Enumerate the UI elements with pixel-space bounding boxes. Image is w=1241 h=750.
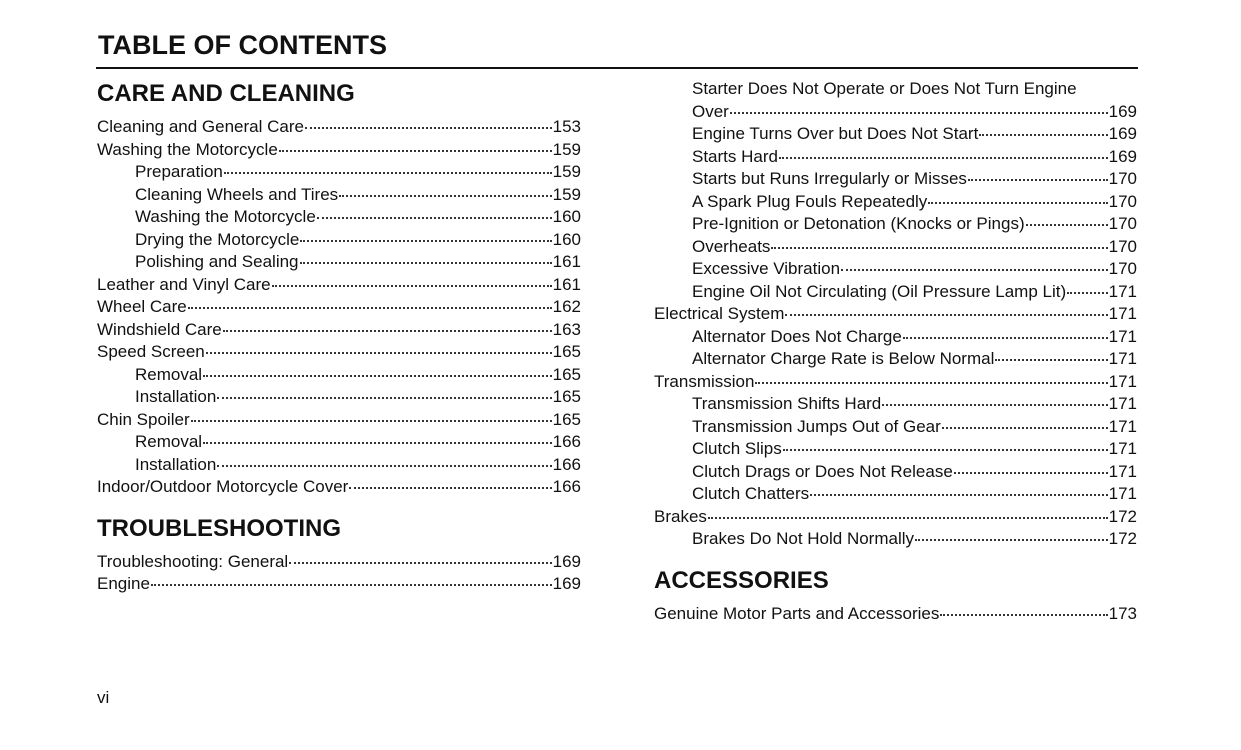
toc-entry-label: A Spark Plug Fouls Repeatedly [692,191,928,211]
toc-entry-page: 165 [552,342,581,361]
toc-entry-label: Clutch Chatters [692,484,810,503]
toc-entry-label: Washing the Motorcycle [97,139,278,159]
left-column [97,78,581,596]
toc-entry-label: Transmission [654,371,755,391]
toc-entry-page: 173 [1108,603,1137,623]
toc-entry-page: 171 [1108,326,1137,346]
dot-leader [785,314,1107,316]
toc-entry-page: 166 [552,454,581,474]
dot-leader [995,359,1107,361]
right-column [654,78,1137,625]
toc-entry-page: 171 [1108,461,1137,481]
toc-entry-label: Brakes [654,506,707,526]
toc-entry-label: Alternator Charge Rate is Below Normal [692,349,995,368]
toc-entry[interactable] [97,296,581,319]
toc-entry-label: Cleaning and General Care [97,117,304,136]
toc-entry-page: 169 [1108,101,1137,121]
toc-entry-label: Excessive Vibration [692,259,841,278]
dot-leader [771,247,1107,249]
toc-entry-page: 162 [552,297,581,316]
page-number: vi [97,688,110,707]
toc-entry-label: Starts Hard [692,146,778,166]
toc-entry-label: Pre-Ignition or Detonation (Knocks or Pings) [692,214,1025,233]
toc-entry[interactable] [97,139,581,162]
toc-entry-page: 170 [1108,259,1137,278]
dot-leader [272,285,552,287]
toc-subentry[interactable] [654,528,1137,551]
toc-entry-page: 171 [1108,484,1137,503]
toc-entry-label: Genuine Motor Parts and Accessories [654,603,940,623]
toc-entry-label: Speed Screen [97,342,205,361]
toc-subentry[interactable] [97,229,581,252]
toc-entry-page: 165 [552,409,581,429]
dot-leader [779,157,1108,159]
toc-entry-page: 163 [552,319,581,339]
toc-entry-label: Washing the Motorcycle [135,207,316,226]
dot-leader [191,420,552,422]
toc-entry-page: 161 [552,252,581,271]
toc-entry-label: Removal [135,364,203,384]
toc-entry-label: Engine Oil Not Circulating (Oil Pressure Lamp Lit) [692,281,1067,301]
toc-entry-label: Leather and Vinyl Care [97,274,271,294]
section-heading-accessories: ACCESSORIES [654,566,829,594]
toc-entry-label: Chin Spoiler [97,409,190,429]
toc-entry-page: 171 [1108,371,1137,391]
toc-entry-page: 170 [1108,169,1137,188]
dot-leader [755,382,1107,384]
toc-entry-first-line[interactable]: Starter Does Not Operate or Does Not Turn Engine [692,79,1077,98]
dot-leader [940,614,1107,616]
dot-leader [730,112,1108,114]
toc-entry-page: 172 [1108,506,1137,526]
toc-entry-label: Drying the Motorcycle [135,229,300,249]
dot-leader [841,269,1108,271]
toc-entry-label: Wheel Care [97,297,187,316]
dot-leader [217,397,551,399]
toc-entry-page: 166 [552,477,581,496]
toc-subentry[interactable] [654,461,1137,484]
dot-leader [305,127,552,129]
toc-subentry[interactable] [654,191,1137,214]
dot-leader [151,584,552,586]
toc-entry-page: 160 [552,207,581,226]
toc-entry-label: Starts but Runs Irregularly or Misses [692,169,967,188]
dot-leader [810,494,1107,496]
accessories-list [654,603,1137,626]
toc-subentry[interactable] [654,438,1137,461]
toc-entry[interactable] [97,319,581,342]
toc-entry-page: 159 [552,139,581,159]
toc-entry-page: 169 [552,551,581,571]
toc-entry-label: Alternator Does Not Charge [692,326,902,346]
toc-subentry[interactable] [97,184,581,207]
toc-entry[interactable] [97,274,581,297]
dot-leader [300,262,552,264]
dot-leader [203,375,552,377]
toc-entry-page: 160 [552,229,581,249]
toc-entry-label: Indoor/Outdoor Motorcycle Cover [97,477,349,496]
toc-entry-page: 172 [1108,529,1137,548]
toc-subentry[interactable] [654,483,1137,506]
dot-leader [217,465,551,467]
toc-entry-page: 171 [1108,416,1137,436]
toc-entry-page: 171 [1108,304,1137,323]
toc-entry-page: 161 [552,274,581,294]
toc-entry-page: 170 [1108,236,1137,256]
toc-entry-page: 170 [1108,191,1137,211]
section-heading-care-and-cleaning: CARE AND CLEANING [97,80,355,107]
toc-subentry[interactable] [97,161,581,184]
toc-entry-page: 170 [1108,214,1137,233]
toc-subentry[interactable] [654,101,1137,124]
toc-entry-label: Transmission Shifts Hard [692,394,882,413]
toc-subentry[interactable] [654,146,1137,169]
toc-entry[interactable] [97,551,581,574]
dot-leader [206,352,552,354]
toc-entry[interactable] [654,506,1137,529]
toc-subentry[interactable] [654,213,1137,236]
toc-entry-label: Installation [135,454,217,474]
toc-entry[interactable] [97,476,581,499]
dot-leader [882,404,1107,406]
toc-entry[interactable] [97,116,581,139]
toc-subentry[interactable] [97,386,581,409]
toc-entry-page: 159 [552,162,581,181]
toc-entry-label: Overheats [692,236,771,256]
dot-leader [349,487,551,489]
toc-subentry[interactable] [97,206,581,229]
troubleshooting-continued-list [654,101,1137,551]
dot-leader [1026,224,1108,226]
toc-subentry[interactable] [654,236,1137,259]
toc-entry[interactable] [654,603,1137,626]
toc-entry-page: 169 [552,574,581,593]
toc-entry[interactable] [97,409,581,432]
toc-entry-page: 165 [552,364,581,384]
dot-leader [942,427,1108,429]
toc-entry-page: 169 [1108,124,1137,143]
dot-leader [928,202,1107,204]
dot-leader [188,307,552,309]
dot-leader [300,240,551,242]
dot-leader [279,150,552,152]
toc-entry-page: 153 [552,117,581,136]
dot-leader [1067,292,1107,294]
toc-entry-label: Engine Turns Over but Does Not Start [692,124,979,143]
toc-subentry[interactable] [654,348,1137,371]
toc-entry-page: 171 [1108,439,1137,458]
dot-leader [954,472,1108,474]
toc-entry-page: 166 [552,432,581,451]
dot-leader [979,134,1107,136]
title-rule [96,67,1138,69]
toc-subentry[interactable] [97,251,581,274]
toc-entry-label: Cleaning Wheels and Tires [135,184,339,204]
dot-leader [903,337,1108,339]
toc-subentry[interactable] [654,326,1137,349]
toc-subentry[interactable] [654,123,1137,146]
toc-subentry[interactable] [654,281,1137,304]
toc-entry-page: 171 [1108,394,1137,413]
toc-entry-label: Electrical System [654,304,785,323]
toc-subentry[interactable] [654,393,1137,416]
toc-entry-label: Clutch Slips [692,439,782,458]
toc-entry-page: 165 [552,387,581,406]
toc-entry-label: Polishing and Sealing [135,252,299,271]
toc-entry-label: Over [692,101,729,121]
section-heading-troubleshooting: TROUBLESHOOTING [97,514,341,542]
toc-entry-label: Removal [135,432,203,451]
toc-entry[interactable] [654,303,1137,326]
dot-leader [317,217,552,219]
dot-leader [223,330,552,332]
toc-entry-label: Transmission Jumps Out of Gear [692,416,941,436]
toc-subentry[interactable] [654,416,1137,439]
toc-entry[interactable] [654,371,1137,394]
toc-entry-page: 159 [552,184,581,204]
dot-leader [968,179,1108,181]
toc-entry-label: Clutch Drags or Does Not Release [692,461,953,481]
toc-entry-label: Brakes Do Not Hold Normally [692,529,915,548]
page-title: TABLE OF CONTENTS [98,30,387,60]
toc-entry[interactable] [97,341,581,364]
toc-subentry[interactable] [97,431,581,454]
dot-leader [203,442,552,444]
dot-leader [783,449,1108,451]
toc-entry-label: Windshield Care [97,319,222,339]
toc-entry-page: 169 [1108,146,1137,166]
toc-entry-label: Preparation [135,162,223,181]
dot-leader [224,172,552,174]
toc-entry-label: Troubleshooting: General [97,551,289,571]
toc-subentry[interactable] [654,258,1137,281]
toc-entry-label: Installation [135,387,217,406]
toc-subentry[interactable] [654,168,1137,191]
dot-leader [915,539,1108,541]
toc-entry-label: Engine [97,574,150,593]
dot-leader [708,517,1108,519]
dot-leader [289,562,551,564]
dot-leader [339,195,551,197]
toc-entry-page: 171 [1108,349,1137,368]
toc-subentry[interactable] [97,454,581,477]
toc-subentry[interactable] [97,364,581,387]
care-and-cleaning-list [97,116,581,499]
troubleshooting-list [97,551,581,596]
toc-entry-page: 171 [1108,281,1137,301]
toc-entry[interactable] [97,573,581,596]
